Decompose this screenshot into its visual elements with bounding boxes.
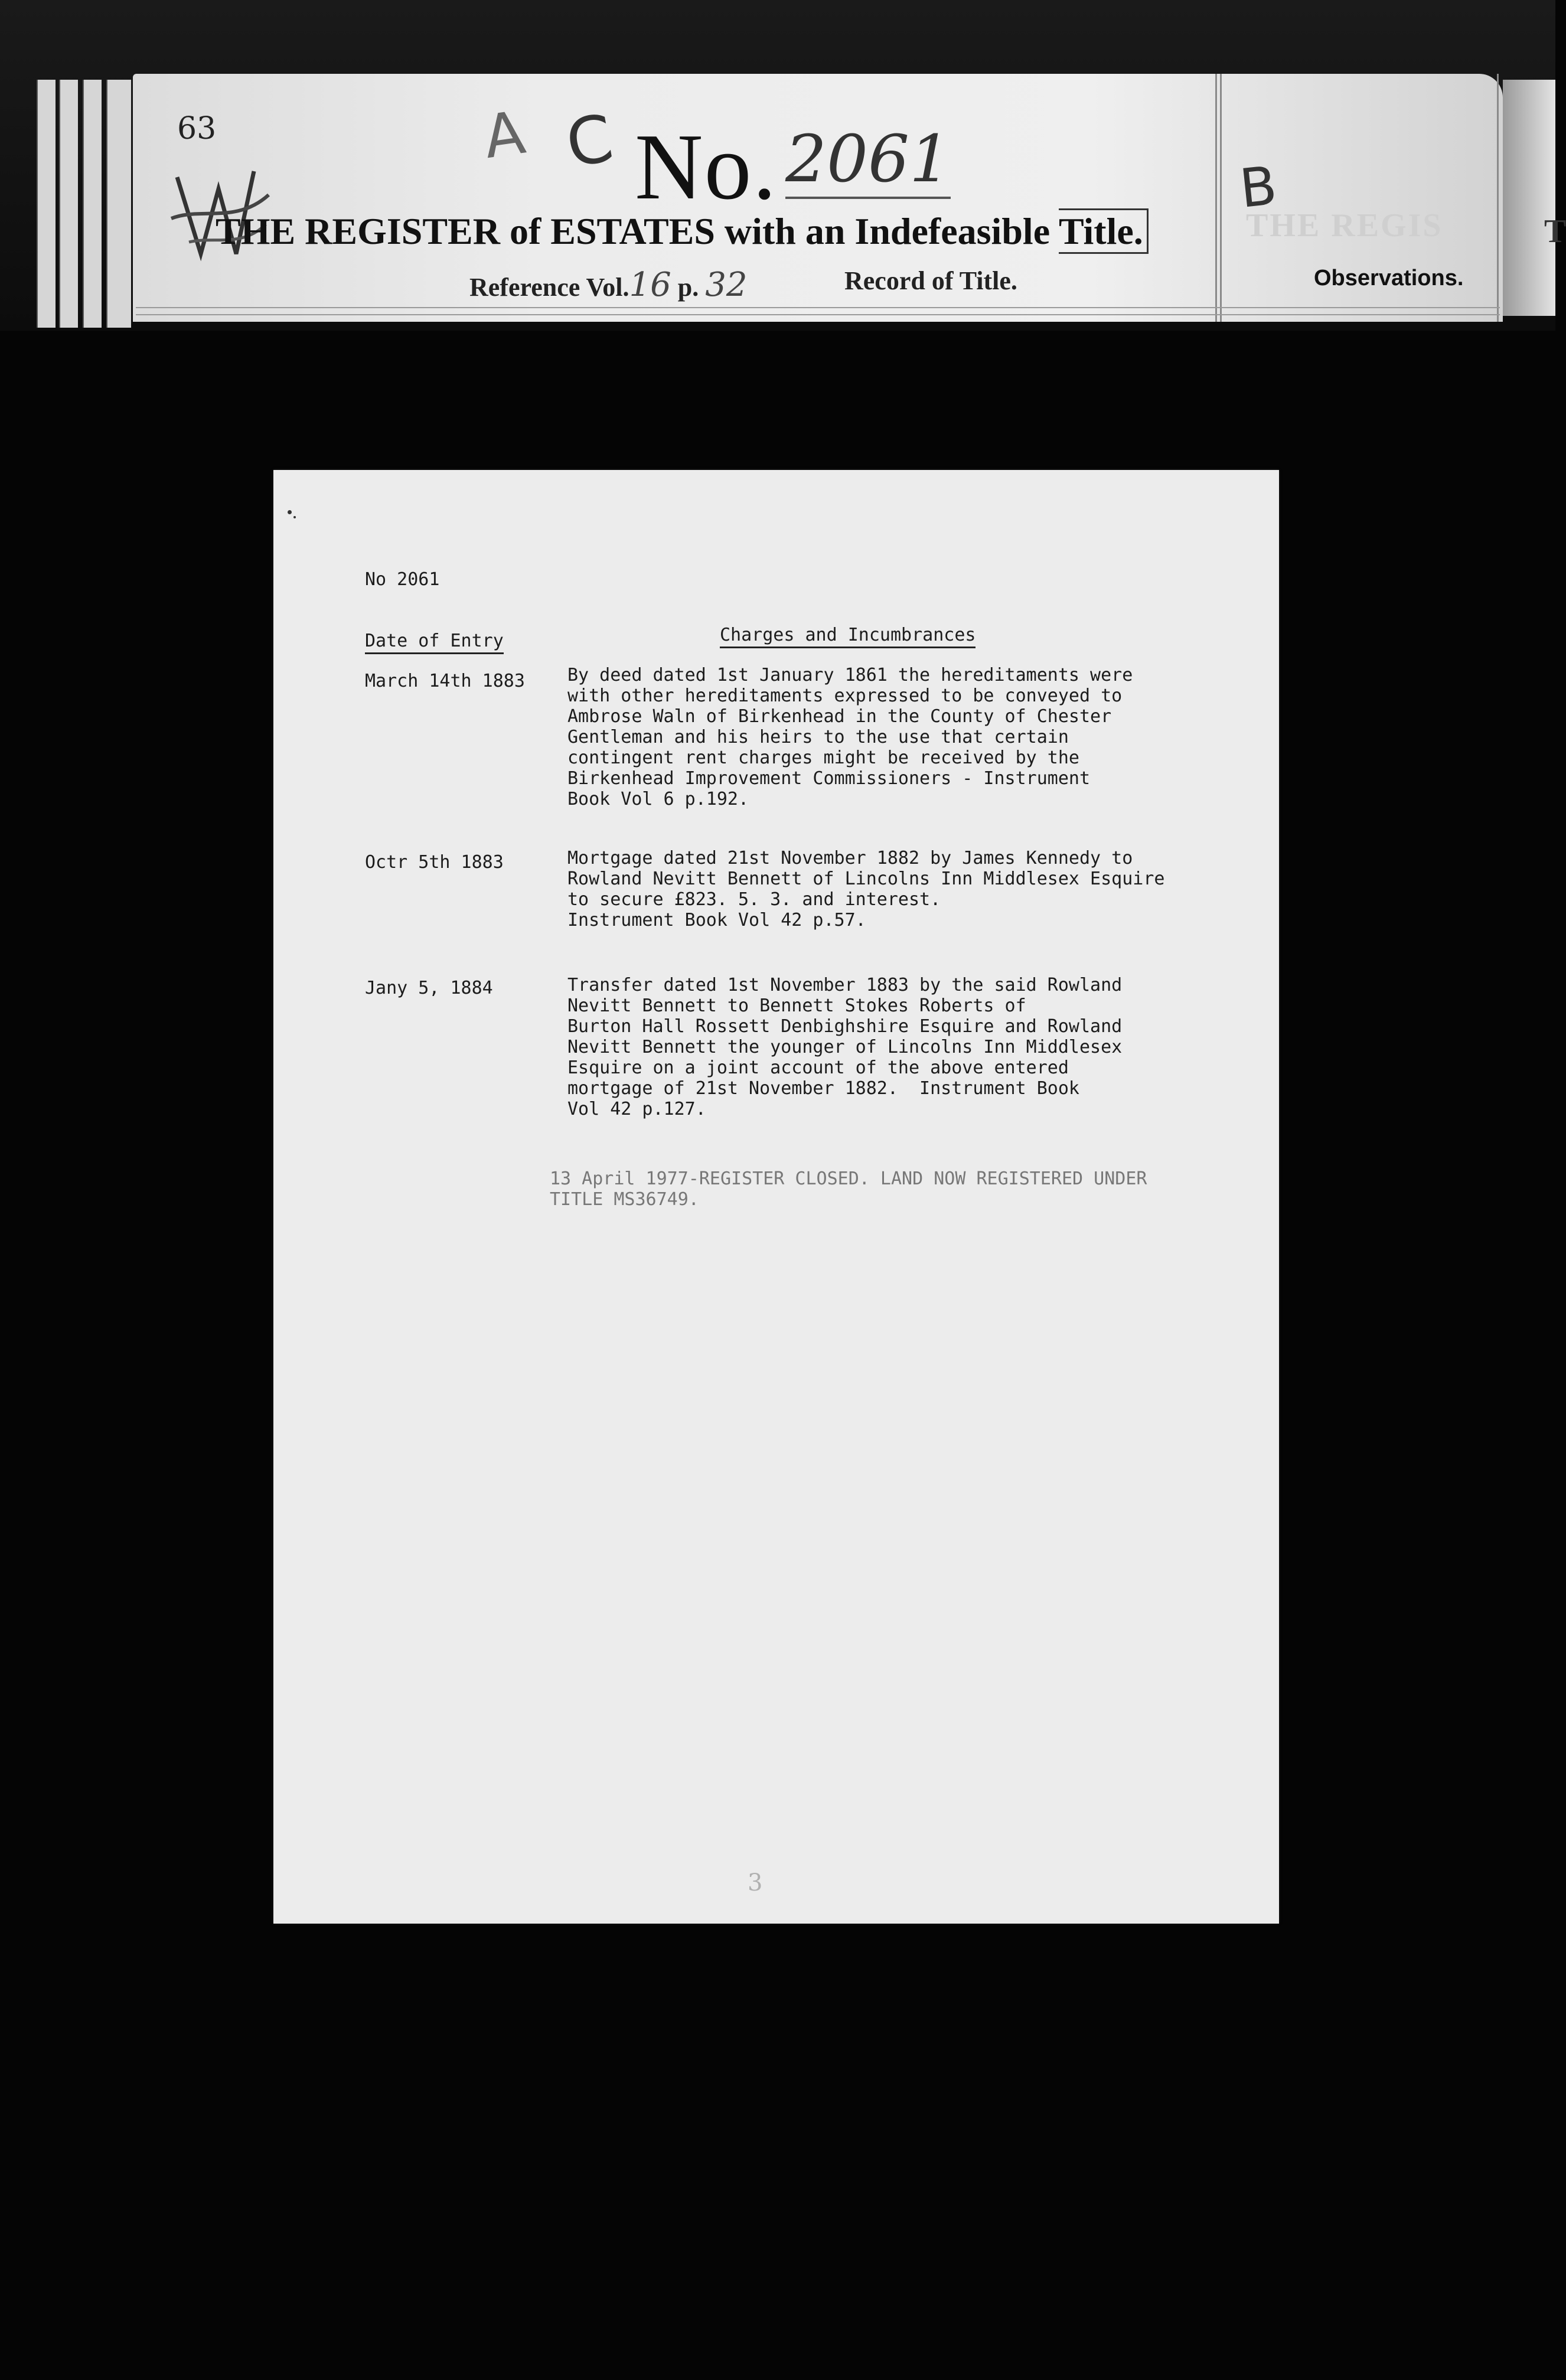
sheet-page-mark: 3 (748, 1869, 763, 1896)
entry-date: March 14th 1883 (365, 671, 525, 691)
page-edge (83, 80, 102, 328)
register-number-value: 2061 (785, 121, 951, 199)
entry-text: Mortgage dated 21st November 1882 by James Kennedy to Rowland Nevitt Bennett of Lincolns Inn Middlesex Esquire to secure £823. 5. 3. and interest. Instrument Book Vol 42 p.57. (567, 848, 1165, 931)
page-edge (106, 80, 131, 328)
date-of-entry-header: Date of Entry (365, 631, 504, 654)
register-number-label: No. (635, 114, 778, 219)
entry-text: By deed dated 1st January 1861 the hereditaments were with other hereditaments expressed to be conveyed to Ambrose Waln of Birkenhead in the County of Chester Gentleman and his heirs to the use that certain contingent rent charges might be received by the Birkenhead Improvement Commissioners - Instrument Book Vol 6 p.192. (567, 665, 1133, 809)
page-edge (59, 80, 78, 328)
reference-page: 32 (705, 266, 748, 304)
entry-date: Jany 5, 1884 (365, 978, 493, 998)
document-number: No 2061 (365, 569, 440, 590)
record-of-title-label: Record of Title. (844, 266, 1017, 295)
entry-text: Transfer dated 1st November 1883 by the said Rowland Nevitt Bennett to Bennett Stokes Roberts of Burton Hall Rossett Denbighshire Esquire and Rowland Nevitt Bennett the younger of Lincolns Inn Middlesex Esquire on a joint account of the above entered mortgage of 21st November 1882. Instrument Book Vol 42 p.127. (567, 975, 1123, 1119)
column-rule (1220, 74, 1222, 322)
paper-speck (293, 516, 296, 518)
register-closed-note: 13 April 1977-REGISTER CLOSED. LAND NOW REGISTERED UNDER TITLE MS36749. (550, 1168, 1147, 1210)
reference-prefix: Reference Vol. (469, 273, 629, 302)
facing-page (1503, 80, 1555, 316)
column-rule (1497, 74, 1499, 322)
paper-speck (288, 510, 292, 514)
row-rule (136, 314, 1500, 315)
register-book-strip (0, 0, 1566, 331)
register-title-end: Title. (1059, 208, 1149, 254)
typed-register-sheet (273, 470, 1279, 1924)
observations-label: Observations. (1314, 266, 1464, 290)
row-rule (136, 307, 1500, 308)
entry-date: Octr 5th 1883 (365, 852, 504, 873)
facing-page-letter: T (1544, 213, 1566, 250)
register-title-main: THE REGISTER of ESTATES with an Indefeasible (216, 210, 1059, 252)
page-edge (37, 80, 56, 328)
column-rule (1215, 74, 1217, 322)
handwritten-mark-c: C (560, 100, 619, 182)
register-title (216, 210, 1149, 253)
reference-line (469, 266, 747, 304)
reference-volume: 16 (629, 266, 671, 304)
register-page-number: 63 (177, 111, 217, 146)
reference-page-prefix: p. (677, 273, 699, 302)
bleed-through-text: THE REGIS (1246, 207, 1443, 244)
charges-header: Charges and Incumbrances (720, 625, 976, 648)
handwritten-mark-a: A (479, 97, 530, 172)
handwritten-mark-b: B (1237, 155, 1280, 220)
